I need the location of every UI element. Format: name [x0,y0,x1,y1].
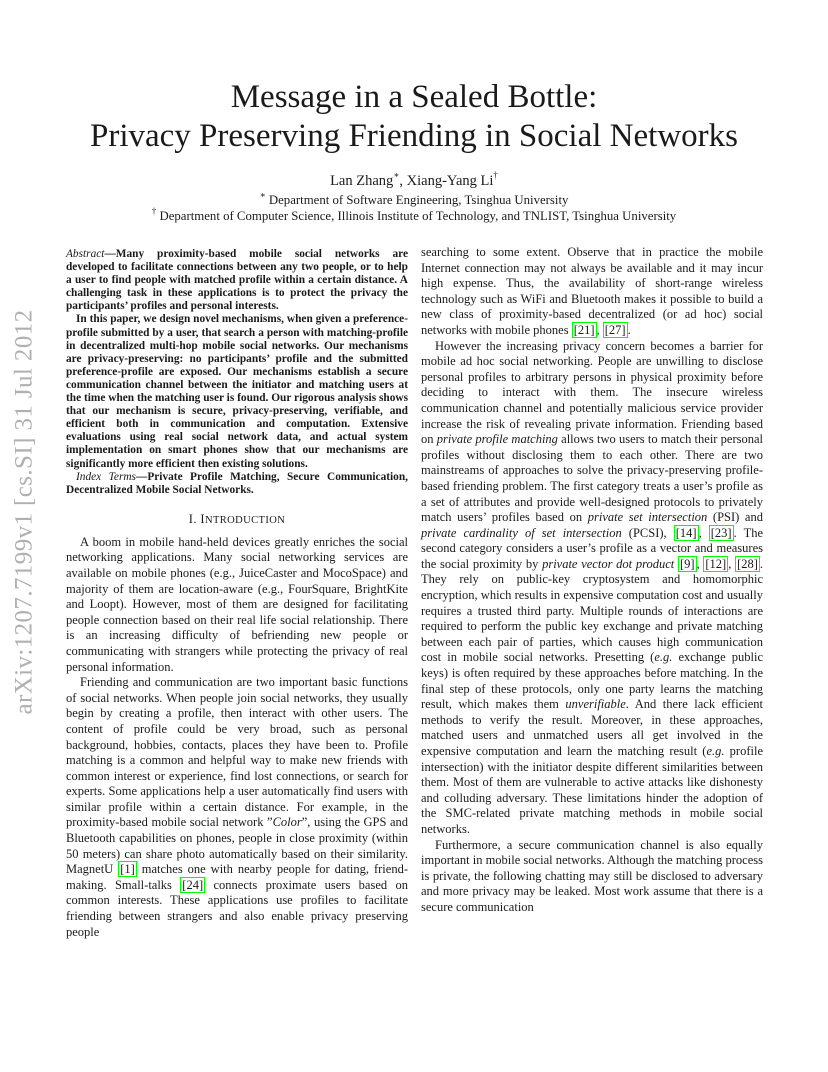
emphasis: private profile matching [436,432,558,447]
text-run: , [728,556,736,571]
abstract-paragraph: In this paper, we design novel mechanisms, when given a preference-profile submitted by a user, that search a person with matching-profile in decentralized multi-hop mobile social networks. Our mechanisms are privacy-preserving: no participants’ profile and the submitted preference-profile are exposed. Our mechanisms establish a secure communication channel between the initiator and matching users at the time when the matching user is found. Our rigorous analysis shows that our mechanism is secure, privacy-preserving, verifiable, and efficient both in communication and computation. Extensive evaluations using real social network data, and actual system implementation on smart phones show that our mechanisms are significantly more efficient then existing solutions. [66,313,408,470]
emphasis: Color [272,815,302,830]
index-terms-text: —Private Profile Matching, Secure Communication, Decentralized Mobile Social Networks. [66,470,408,496]
author-list [40,172,788,190]
citation-link[interactable]: [12] [705,556,727,571]
body-paragraph [421,339,763,838]
text-run: (PCSI), [621,525,674,540]
text-run: allows two users to match their personal profiles without disclosing them to each other. There are two mainstreams of approaches to solve the privacy-preserving profile-based friending problem. The first category treats a user’s profile as a set of attributes and provide well-designed protocols to privately match users’ profiles based on [421,432,764,525]
text-run: , [596,322,603,337]
body-paragraph: Furthermore, a secure communication channel is also equally important in mobile social networks. Although the matching process is private, the following chatting may still be disclosed to adversary and more privacy may be leaked. Most work assume that there is a secure communication [421,837,763,914]
right-column [421,245,763,916]
text-run: . The second category considers a user’s profile as a vector and measures the social proximity by [421,525,764,571]
text-run: . They rely on public-key cryptosystem and homomorphic encryption, which results in expensive computation cost and usually requires a trusted third party. Multiple rounds of interactions are required to perform the public key exchange and private matching between each pair of parties, which causes high communication cost in mobile social networks. Presetting ( [421,556,764,665]
affiliation-text: Department of Software Engineering, Tsinghua University [268,193,569,207]
text-run: matches one with nearby people for dating, friend-making. Small-talks [66,862,408,892]
emphasis: private cardinality of set intersection [421,525,622,540]
text-run: However the increasing privacy concern becomes a barrier for mobile ad hoc social networking. People are unwilling to disclose personal profiles to arbitrary persons in physical proximity before deciding to interact with them. The insecure wireless communication channel and potentially malicious service provider increase the risk of revealing private information. Friending based on [421,338,763,447]
index-terms-label: Index Terms [76,470,136,483]
affiliation-mark: † [493,170,498,181]
section-title-initial: I [200,511,205,526]
text-run: connects proximate users based on common interests. These applications use profiles to facilitate friending between strangers and also enable privacy preserving people [66,877,409,939]
abstract-text: —Many proximity-based mobile social networks are developed to facilitate connections between any two people, or to help a user to find people with matched profile within a certain distance. A challenging task in these applications is to protect the privacy the participants’ profiles and personal interests. [66,248,408,313]
paper-title [40,78,788,156]
text-run: exchange public keys) is often required by these approaches before matching. In the final step of these protocols, only one party learns the matching result, which makes them [421,650,764,712]
text-run: profile intersection) with the initiator despite different similarities between them. Most of them are vulnerable to active attacks like dishonesty and colluding adversary. These limitations hinder the adoption of the SMC-related private matching methods in mobile social networks. [421,744,763,836]
text-run: . And there lack efficient methods to verify the result. Moreover, in these approaches, matched users and unmatched users all get involved in the expensive computation and learn the matching result ( [421,697,763,758]
text-run: ”, using the GPS and Bluetooth capabilities on phones, people in close proximity (within 50 meters) can share photo automatically based on their similarity. MagnetU [66,815,409,877]
section-title-rest: NTRODUCTION [204,514,286,526]
author-name: Lan Zhang [330,173,394,189]
author-name: Xiang-Yang Li [406,173,494,189]
abstract [66,248,408,497]
body-paragraph [66,675,408,940]
section-heading-introduction [66,512,408,528]
text-run: Friending and communication are two important basic functions of social networks. When people join social networks, they usually begin by creating a profile, then interact with other users. The content of profile could be very broad, such as personal background, hobbies, contacts, places they have been to. Profile matching is a common and helpful way to make new friends with common interest or experience, find lost connections, or search for experts. Some applications help a user automatically find users with similar profile within a certain distance. For example, in the proximity-based mobile social network ” [66,675,408,830]
section-number: I. [188,511,201,526]
citation-link[interactable]: [21] [573,322,595,337]
text-run: (PSI) and [707,510,763,525]
text-run: . [627,322,631,337]
author-separator: , [399,173,407,189]
affiliation-line [40,205,788,224]
citation-link[interactable]: [1] [120,862,135,877]
citation-link[interactable]: [23] [710,525,732,540]
emphasis: private set intersection [587,510,708,525]
emphasis: e.g. [654,650,673,665]
citation-link[interactable]: [28] [737,556,758,571]
arxiv-stamp-text[interactable]: arXiv:1207.7199v1 [cs.SI] 31 Jul 2012 [11,309,39,715]
affiliation-mark: † [151,205,157,216]
abstract-label: Abstract [66,248,105,260]
citation-link[interactable]: [14] [675,525,697,540]
affiliation-mark: ∗ [393,170,400,181]
body-paragraph [421,245,763,339]
citation-link[interactable]: [9] [679,556,695,571]
emphasis: unverifiable [565,697,626,712]
affiliation-mark: ∗ [259,189,266,200]
citation-link[interactable]: [27] [604,322,626,337]
text-run: , [696,556,704,571]
arxiv-identifier-stamp [4,282,46,742]
title-line-2: Privacy Preserving Friending in Social Networks [90,118,738,154]
text-run: searching to some extent. Observe that in practice the mobile Internet connection may not always be available and it may incur high expense. Thus, the availability of short-range wireless technology such as WiFi and Bluetooth makes it possible to build a new class of proximity-based decentralized (or ad hoc) social networks with mobile phones [421,245,763,337]
abstract-paragraph [66,248,408,313]
emphasis: private vector dot product [542,556,675,571]
text-run: , [698,525,709,540]
body-paragraph: A boom in mobile hand-held devices greatly enriches the social networking applications. Many social networking services are available on mobile phones (e.g., JuiceCaster and MocoSpace) and majority of them are location-aware (e.g., FourSquare, BrightKite and Loopt). However, most of them are designed for facilitating people connection based on their real life social relationship. There is an increasing difficulty of befriending new people or communicating with strangers while protecting the privacy of real personal information. [66,534,408,674]
citation-link[interactable]: [24] [182,877,204,892]
title-line-1: Message in a Sealed Bottle: [230,79,598,115]
emphasis: e.g. [706,744,725,758]
index-terms [66,471,408,497]
left-column [66,245,408,940]
affiliation-text: Department of Computer Science, Illinois Institute of Technology, and TNLIST, Tsinghua University [159,209,677,223]
